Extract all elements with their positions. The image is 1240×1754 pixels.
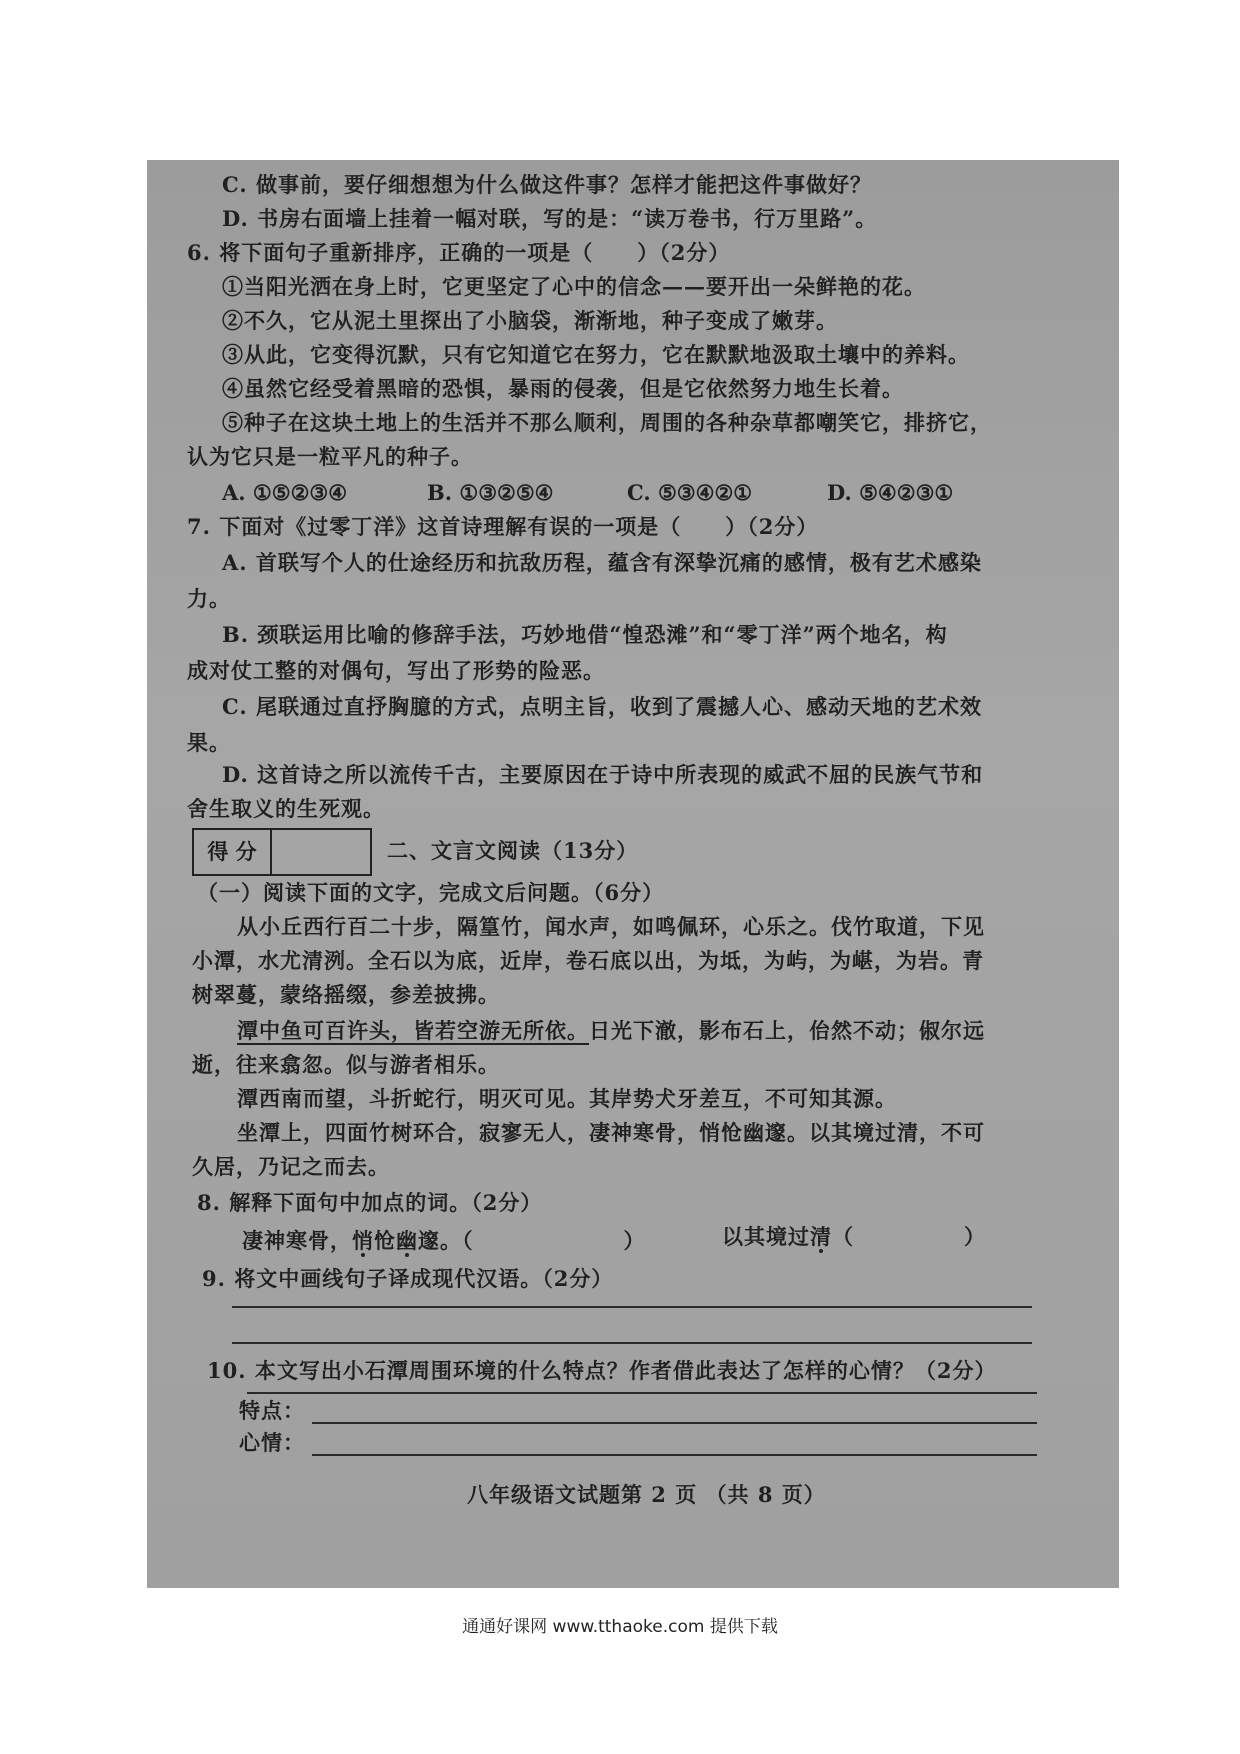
q10-feature-answer-line[interactable] (312, 1422, 1037, 1424)
passage-line-5: 逝，往来翕忽。似与游者相乐。 (192, 1052, 500, 1077)
q8-dotted-char-1: 悄 (352, 1228, 374, 1253)
q8-item-a: 凄神寒骨，悄怆幽邃。（ ） (242, 1228, 646, 1253)
q7-stem: 7. 下面对《过零丁洋》这首诗理解有误的一项是（ ）（2分） (187, 514, 819, 539)
q7-line-2: 力。 (187, 586, 231, 611)
passage-line-1: 从小丘西行百二十步，隔篁竹，闻水声，如鸣佩环，心乐之。伐竹取道，下见 (237, 914, 985, 939)
passage-line-2: 小潭，水尤清洌。全石以为底，近岸，卷石底以出，为坻，为屿，为嵁，为岩。青 (192, 948, 984, 973)
q9-stem: 9. 将文中画线句子译成现代汉语。（2分） (202, 1266, 614, 1291)
q6-sentence-5: ⑤种子在这块土地上的生活并不那么顺利，周围的各种杂草都嘲笑它，排挤它， (222, 410, 992, 435)
q10-mood-label: 心情： (239, 1430, 305, 1455)
score-box-blank (272, 830, 368, 874)
q6-option-c: C. ⑤③④②① (627, 480, 753, 505)
q9-answer-line-2[interactable] (232, 1342, 1032, 1344)
q6-option-a: A. ①⑤②③④ (222, 480, 348, 505)
q7-line-3: B. 颈联运用比喻的修辞手法，巧妙地借“惶恐滩”和“零丁洋”两个地名，构 (222, 622, 948, 647)
q8-stem: 8. 解释下面句中加点的词。（2分） (197, 1190, 543, 1215)
q7-line-6: 果。 (187, 730, 231, 755)
q6-option-d: D. ⑤④②③① (827, 480, 954, 505)
q8-dotted-char-2: 幽 (396, 1228, 418, 1253)
passage-line-3: 树翠蔓，蒙络摇缀，参差披拂。 (192, 982, 500, 1007)
score-box (192, 828, 372, 876)
passage-line-7: 坐潭上，四面竹树环合，寂寥无人，凄神寒骨，悄怆幽邃。以其境过清，不可 (237, 1120, 985, 1145)
q5-option-c: C. 做事前，要仔细想想为什么做这件事？怎样才能把这件事做好？ (222, 172, 872, 197)
passage-line-4 (237, 1016, 985, 1046)
q10-mood-answer-line[interactable] (312, 1454, 1037, 1456)
q6-sentence-4: ④虽然它经受着黑暗的恐惧，暴雨的侵袭，但是它依然努力地生长着。 (222, 376, 904, 401)
score-box-label: 得 分 (194, 830, 272, 874)
q7-line-8: 舍生取义的生死观。 (187, 796, 385, 821)
exam-page-photo (147, 160, 1119, 1588)
q6-sentence-2: ②不久，它从泥土里探出了小脑袋，渐渐地，种子变成了嫩芽。 (222, 308, 838, 333)
q5-option-d: D. 书房右面墙上挂着一幅对联，写的是：“读万卷书，行万里路”。 (222, 206, 878, 231)
section2-title: 二、文言文阅读（13分） (387, 838, 639, 863)
section2-part1-heading: （一）阅读下面的文字，完成文后问题。（6分） (197, 880, 665, 905)
q7-line-1: A. 首联写个人的仕途经历和抗敌历程，蕴含有深挚沉痛的感情，极有艺术感染 (222, 550, 982, 575)
underlined-sentence: 潭中鱼可百许头，皆若空游无所依。 (237, 1018, 589, 1043)
q6-option-b: B. ①③②⑤④ (427, 480, 554, 505)
q6-sentence-3: ③从此，它变得沉默，只有它知道它在努力，它在默默地汲取土壤中的养料。 (222, 342, 970, 367)
q6-sentence-1: ①当阳光洒在身上时，它更坚定了心中的信念——要开出一朵鲜艳的花。 (222, 274, 926, 299)
passage-line-8: 久居，乃记之而去。 (192, 1154, 390, 1179)
q6-sentence-5-cont: 认为它只是一粒平凡的种子。 (187, 444, 473, 469)
q10-feature-label: 特点： (239, 1398, 305, 1423)
q10-stem: 10. 本文写出小石潭周围环境的什么特点？作者借此表达了怎样的心情？（2分） (207, 1358, 997, 1383)
q8-dotted-char-3: 清 (810, 1224, 832, 1249)
q8-item-b: 以其境过清（ ） (722, 1224, 986, 1249)
passage-line-6: 潭西南而望，斗折蛇行，明灭可见。其岸势犬牙差互，不可知其源。 (237, 1086, 897, 1111)
page-number: 八年级语文试题第 2 页 （共 8 页） (467, 1482, 826, 1507)
q6-stem: 6. 将下面句子重新排序，正确的一项是（ ）（2分） (187, 240, 731, 265)
q7-line-7: D. 这首诗之所以流传千古，主要原因在于诗中所表现的威武不屈的民族气节和 (222, 762, 984, 787)
q7-line-5: C. 尾联通过直抒胸臆的方式，点明主旨，收到了震撼人心、感动天地的艺术效 (222, 694, 982, 719)
q9-answer-line-1[interactable] (232, 1306, 1032, 1308)
passage-line-4-cont: 日光下澈，影布石上，佁然不动；俶尔远 (589, 1018, 985, 1043)
q10-answer-line-top[interactable] (247, 1392, 1037, 1394)
footer-download-note: 通通好课网 www.tthaoke.com 提供下载 (462, 1617, 778, 1637)
q7-line-4: 成对仗工整的对偶句，写出了形势的险恶。 (187, 658, 605, 683)
